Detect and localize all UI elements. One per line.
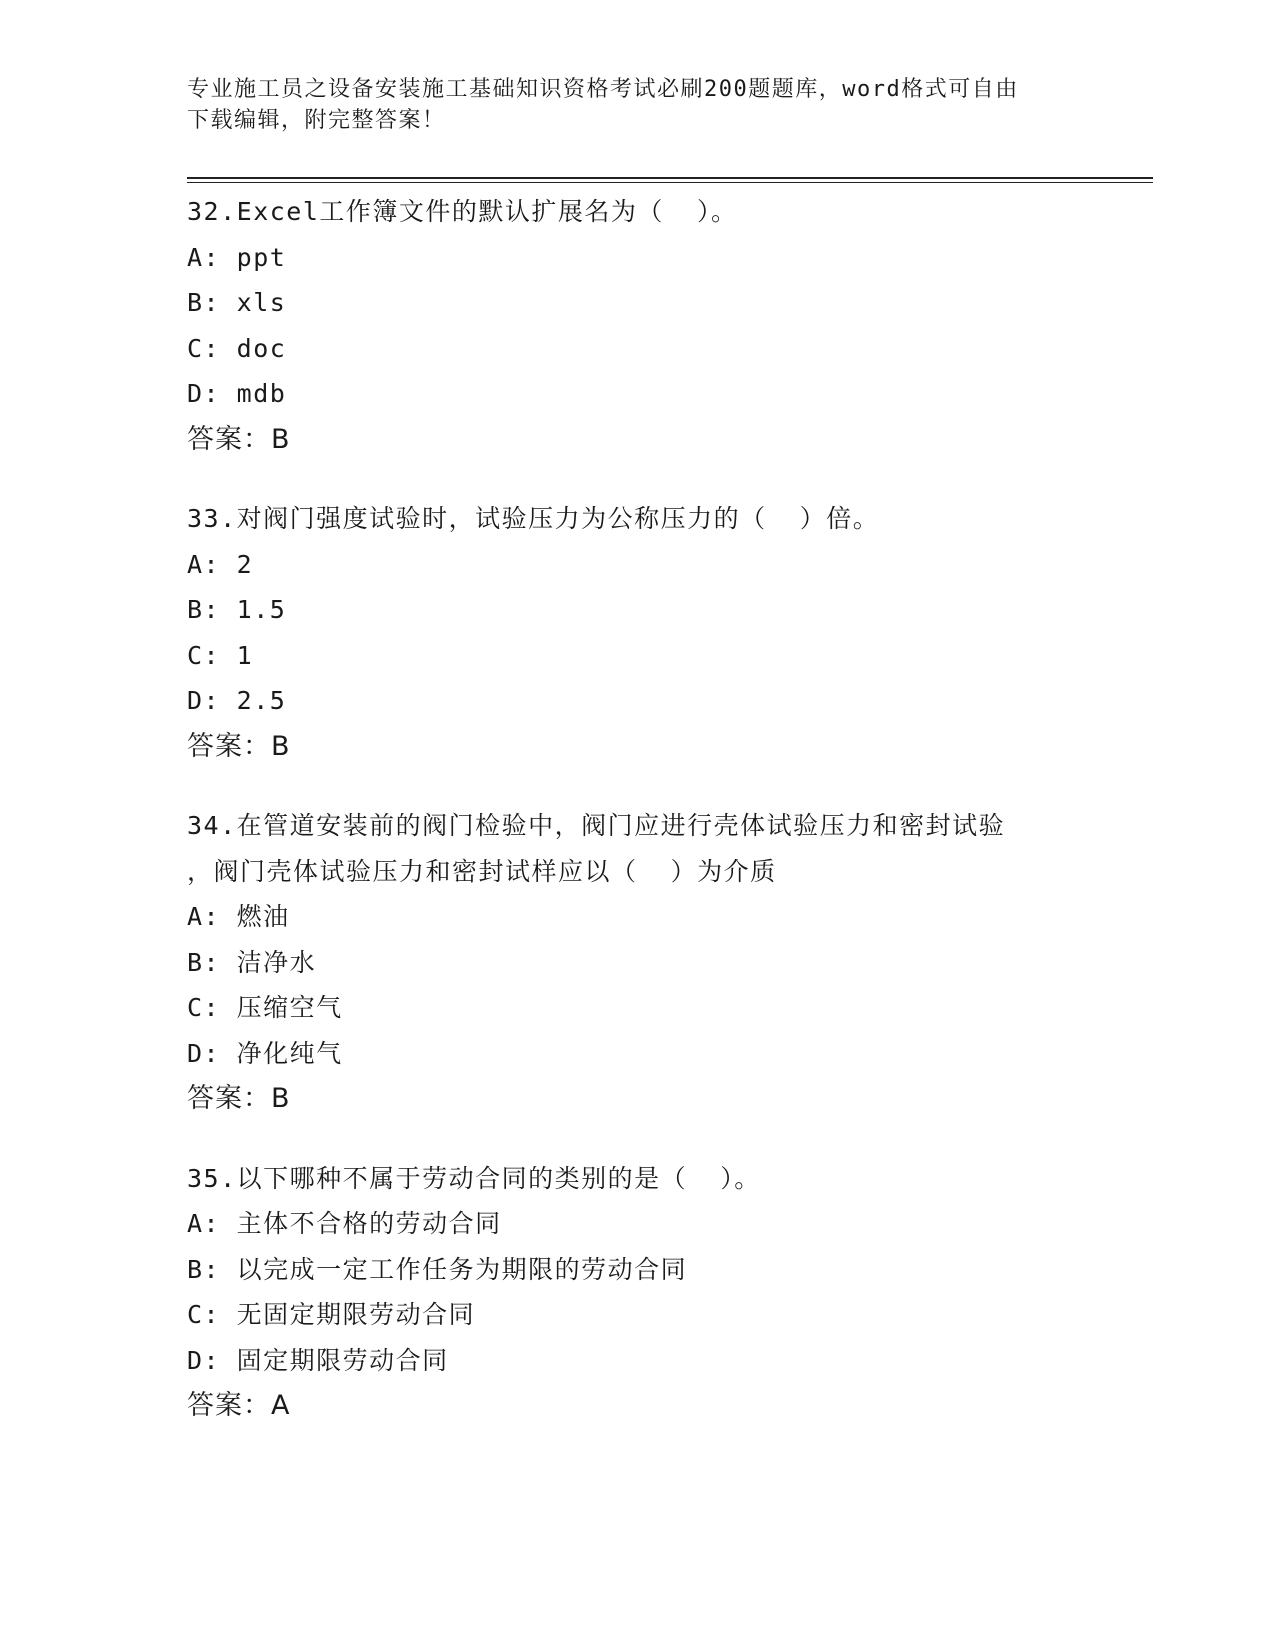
question-text: 33.对阀门强度试验时，试验压力为公称压力的（ ）倍。	[187, 504, 880, 533]
question-text-line-2: ，阀门壳体试验压力和密封试样应以（ ）为介质	[187, 856, 777, 886]
document-header	[187, 74, 1067, 136]
option-a: A: 主体不合格的劳动合同	[187, 1209, 502, 1238]
option-a: A: 2	[187, 549, 254, 579]
option-c: C: 1	[187, 640, 254, 670]
question-text: 35.以下哪种不属于劳动合同的类别的是（ ）。	[187, 1163, 761, 1193]
option-a: A: 燃油	[187, 902, 290, 931]
option-a: A: ppt	[187, 242, 287, 272]
option-c: C: doc	[187, 333, 287, 363]
question-32	[187, 189, 1087, 462]
question-list	[187, 189, 1087, 1463]
question-35	[187, 1156, 1087, 1429]
question-34	[187, 803, 1087, 1122]
answer: 答案：A	[187, 1390, 291, 1421]
question-text: 32.Excel工作簿文件的默认扩展名为（ ）。	[187, 197, 738, 226]
option-d: D: 2.5	[187, 686, 287, 715]
option-d: D: 净化纯气	[187, 1038, 343, 1068]
option-d: D: 固定期限劳动合同	[187, 1345, 449, 1375]
answer: 答案：B	[187, 423, 291, 455]
question-33	[187, 496, 1087, 769]
option-b: B: 1.5	[187, 595, 287, 624]
answer: 答案：B	[187, 730, 291, 762]
header-line-1: 专业施工员之设备安装施工基础知识资格考试必刷200题题库，word格式可自由	[187, 77, 1019, 102]
header-line-2: 下载编辑，附完整答案！	[187, 108, 446, 133]
option-d: D: mdb	[187, 379, 287, 408]
option-c: C: 压缩空气	[187, 993, 343, 1022]
option-b: B: 洁净水	[187, 947, 317, 977]
option-b: B: 以完成一定工作任务为期限的劳动合同	[187, 1254, 688, 1284]
option-c: C: 无固定期限劳动合同	[187, 1300, 476, 1329]
question-text-line-1: 34.在管道安装前的阀门检验中，阀门应进行壳体试验压力和密封试验	[187, 811, 1006, 840]
answer: 答案：B	[187, 1083, 291, 1114]
option-b: B: xls	[187, 288, 287, 317]
header-double-rule	[187, 177, 1153, 183]
